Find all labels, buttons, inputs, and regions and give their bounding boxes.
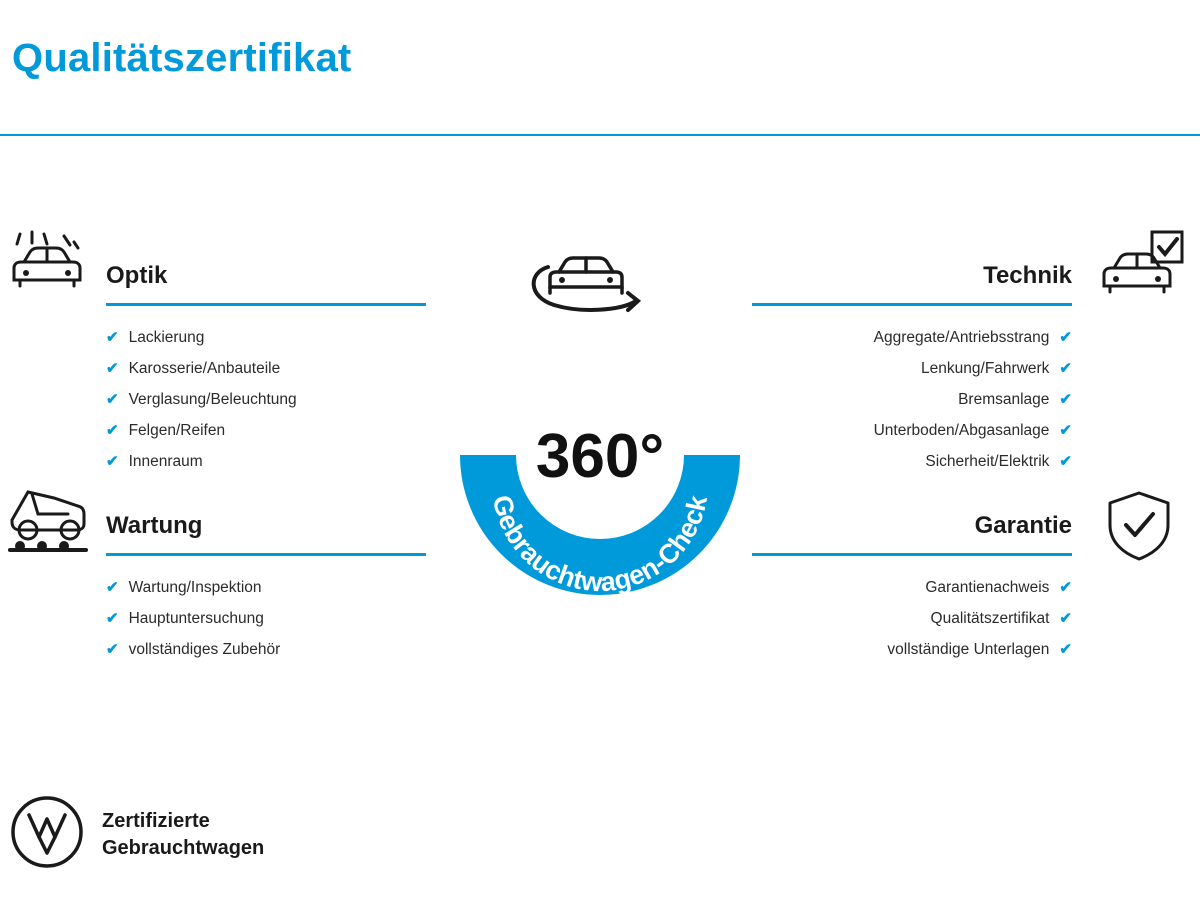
list-item-label: Qualitätszertifikat — [930, 610, 1050, 627]
list-item — [106, 446, 426, 477]
section-optik — [106, 262, 426, 477]
check-icon: ✔ — [1059, 391, 1072, 408]
list-item — [752, 446, 1072, 477]
360-check-graphic — [416, 215, 784, 615]
check-icon: ✔ — [106, 453, 119, 470]
section-garantie-items — [752, 572, 1072, 665]
section-wartung — [106, 512, 426, 665]
list-item — [752, 572, 1072, 603]
section-technik — [752, 262, 1072, 477]
list-item-label: Verglasung/Beleuchtung — [128, 391, 297, 408]
list-item — [106, 353, 426, 384]
section-wartung-items — [106, 572, 426, 665]
section-optik-rule — [106, 303, 426, 306]
section-wartung-rule — [106, 553, 426, 556]
section-technik-title: Technik — [983, 262, 1072, 289]
list-item-label: Aggregate/Antriebsstrang — [873, 329, 1050, 346]
page-title: Qualitätszertifikat — [12, 36, 352, 80]
list-item-label: vollständige Unterlagen — [887, 641, 1050, 658]
check-icon: ✔ — [106, 360, 119, 377]
list-item-label: vollständiges Zubehör — [128, 641, 281, 658]
car-checklist-icon — [1100, 230, 1186, 313]
list-item — [752, 634, 1072, 665]
list-item-label: Bremsanlage — [958, 391, 1050, 408]
degrees-label: 360° — [535, 422, 665, 491]
check-icon: ✔ — [1059, 422, 1072, 439]
shield-check-icon — [1106, 490, 1172, 567]
section-technik-rule — [752, 303, 1072, 306]
section-garantie — [752, 512, 1072, 665]
header-divider — [0, 134, 1200, 136]
section-wartung-title: Wartung — [106, 512, 203, 539]
list-item-label: Felgen/Reifen — [128, 422, 226, 439]
ring-label: Gebrauchtwagen-Check — [486, 492, 714, 598]
list-item-label: Unterboden/Abgasanlage — [873, 422, 1050, 439]
vw-logo-icon — [10, 795, 84, 874]
section-technik-header — [752, 262, 1072, 306]
footer-brand — [10, 795, 264, 874]
section-optik-header — [106, 262, 426, 306]
check-icon: ✔ — [106, 641, 119, 658]
list-item — [106, 384, 426, 415]
car-lift-icon — [8, 484, 88, 569]
check-icon: ✔ — [1059, 453, 1072, 470]
check-icon: ✔ — [106, 579, 119, 596]
brand-line-2: Gebrauchtwagen — [102, 836, 265, 859]
check-icon: ✔ — [106, 391, 119, 408]
list-item — [752, 353, 1072, 384]
brand-line-1: Zertifizierte — [102, 809, 210, 832]
list-item — [106, 322, 426, 353]
list-item — [752, 322, 1072, 353]
list-item — [752, 603, 1072, 634]
list-item-label: Hauptuntersuchung — [128, 610, 264, 627]
section-technik-items — [752, 322, 1072, 477]
list-item — [752, 384, 1072, 415]
car-front-wash-icon — [8, 228, 86, 313]
list-item — [106, 634, 426, 665]
list-item — [106, 572, 426, 603]
section-optik-items — [106, 322, 426, 477]
list-item-label: Wartung/Inspektion — [128, 579, 262, 596]
check-icon: ✔ — [106, 422, 119, 439]
check-icon: ✔ — [106, 610, 119, 627]
list-item — [752, 415, 1072, 446]
list-item — [106, 415, 426, 446]
check-icon: ✔ — [1059, 610, 1072, 627]
section-garantie-header — [752, 512, 1072, 556]
check-icon: ✔ — [1059, 360, 1072, 377]
check-icon: ✔ — [1059, 579, 1072, 596]
list-item-label: Garantienachweis — [925, 579, 1050, 596]
section-optik-title: Optik — [106, 262, 168, 289]
brand-text — [102, 808, 264, 862]
section-garantie-rule — [752, 553, 1072, 556]
list-item — [106, 603, 426, 634]
check-icon: ✔ — [1059, 641, 1072, 658]
check-icon: ✔ — [106, 329, 119, 346]
list-item-label: Sicherheit/Elektrik — [925, 453, 1050, 470]
list-item-label: Lenkung/Fahrwerk — [921, 360, 1050, 377]
check-icon: ✔ — [1059, 329, 1072, 346]
list-item-label: Innenraum — [128, 453, 203, 470]
section-garantie-title: Garantie — [974, 512, 1072, 539]
list-item-label: Karosserie/Anbauteile — [128, 360, 281, 377]
list-item-label: Lackierung — [128, 329, 205, 346]
section-wartung-header — [106, 512, 426, 556]
